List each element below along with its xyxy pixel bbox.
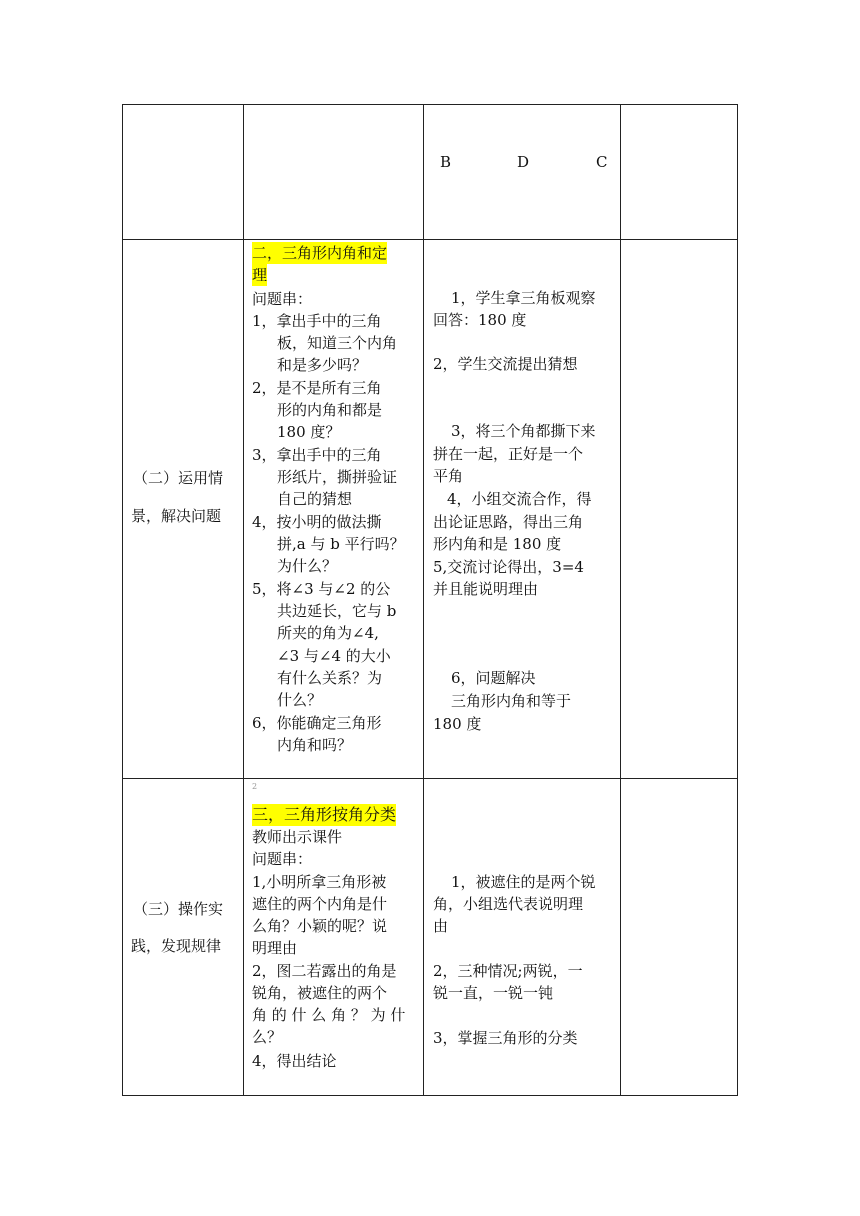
student-3-line: 2，三种情况;两锐，一 bbox=[433, 962, 583, 980]
teacher-2-line: ∠3 与∠4 的大小 bbox=[277, 647, 391, 665]
stage-2-line-1: （二）运用情 bbox=[133, 469, 224, 487]
teacher-2-line: 1，拿出手中的三角 bbox=[252, 312, 382, 330]
teacher-3-line: 2，图二若露出的角是 bbox=[252, 962, 397, 980]
teacher-2-line: 4，按小明的做法撕 bbox=[252, 513, 382, 531]
table-border-bottom bbox=[122, 1095, 738, 1096]
teacher-2-line: 拼,a 与 b 平行吗？ bbox=[277, 535, 405, 553]
teacher-2-line: 3，拿出手中的三角 bbox=[252, 446, 382, 464]
point-label-c: C bbox=[596, 153, 608, 171]
student-3-line: 3，掌握三角形的分类 bbox=[433, 1029, 578, 1047]
student-2-line: 4，小组交流合作，得 bbox=[447, 490, 592, 508]
teacher-2-line: 2，是不是所有三角 bbox=[252, 379, 382, 397]
student-2-line: 5,交流讨论得出，3=4 bbox=[433, 558, 584, 576]
table-border-right bbox=[737, 104, 738, 1096]
student-2-line: 6，问题解决 bbox=[451, 669, 536, 687]
student-2-line: 180 度 bbox=[433, 715, 482, 733]
teacher-3-line: 教师出示课件 bbox=[252, 828, 343, 846]
teacher-2-line: 内角和吗？ bbox=[277, 736, 353, 754]
teacher-3-line: 么角？小颖的呢？说 bbox=[252, 917, 388, 935]
teacher-2-line: 形的内角和都是 bbox=[277, 401, 383, 419]
student-3-line: 锐一直，一锐一钝 bbox=[433, 984, 554, 1002]
student-2-line: 平角 bbox=[433, 467, 464, 485]
teacher-2-line: 所夹的角为∠4, bbox=[277, 624, 379, 642]
teacher-3-line: 4，得出结论 bbox=[252, 1052, 337, 1070]
teacher-2-line: 180 度？ bbox=[277, 423, 341, 441]
point-label-b: B bbox=[440, 153, 452, 171]
table-divider-1 bbox=[243, 104, 244, 1096]
student-2-line: 三角形内角和等于 bbox=[451, 692, 572, 710]
teacher-2-line: 板，知道三个内角 bbox=[277, 334, 398, 352]
teacher-2-line: 形纸片，撕拼验证 bbox=[277, 468, 398, 486]
table-divider-3 bbox=[620, 104, 621, 1096]
student-2-line: 并且能说明理由 bbox=[433, 580, 539, 598]
student-3-line: 由 bbox=[433, 917, 449, 935]
teacher-2-line: 6，你能确定三角形 bbox=[252, 714, 382, 732]
student-2-line: 3，将三个角都撕下来 bbox=[451, 422, 596, 440]
page-mark: 2 bbox=[252, 782, 258, 791]
table-row-divider-1 bbox=[122, 239, 738, 240]
teacher-2-line: 问题串： bbox=[252, 290, 313, 308]
student-2-line: 回答：180 度 bbox=[433, 311, 527, 329]
student-2-line: 1，学生拿三角板观察 bbox=[451, 289, 596, 307]
teacher-3-line: 问题串： bbox=[252, 850, 313, 868]
section-2-title-line-1: 二，三角形内角和定 bbox=[252, 244, 388, 262]
section-3-title: 三，三角形按角分类 bbox=[252, 805, 397, 824]
table-divider-2 bbox=[423, 104, 424, 1096]
teacher-2-line: 自己的猜想 bbox=[277, 490, 353, 508]
teacher-2-line: 和是多少吗？ bbox=[277, 356, 368, 374]
stage-3-line-2: 践，发现规律 bbox=[131, 937, 222, 955]
teacher-2-line: 什么？ bbox=[277, 691, 323, 709]
student-3-line: 角，小组选代表说明理 bbox=[433, 895, 584, 913]
teacher-3-line: 么？ bbox=[252, 1028, 283, 1046]
stage-3-line-1: （三）操作实 bbox=[133, 900, 224, 918]
student-2-line: 拼在一起，正好是一个 bbox=[433, 445, 584, 463]
student-3-line: 1，被遮住的是两个锐 bbox=[451, 873, 596, 891]
student-2-line: 出论证思路，得出三角 bbox=[433, 513, 584, 531]
teacher-3-line: 明理由 bbox=[252, 939, 298, 957]
teacher-3-line: 角 的 什 么 角 ？ 为 什 bbox=[252, 1006, 406, 1024]
teacher-2-line: 为什么？ bbox=[277, 557, 338, 575]
table-border-top bbox=[122, 104, 738, 105]
teacher-2-line: 有什么关系？为 bbox=[277, 669, 383, 687]
section-2-title-line-2: 理 bbox=[252, 266, 268, 284]
teacher-2-line: 共边延长，它与 b bbox=[277, 602, 397, 620]
teacher-3-line: 遮住的两个内角是什 bbox=[252, 895, 388, 913]
teacher-2-line: 5，将∠3 与∠2 的公 bbox=[252, 580, 391, 598]
teacher-3-line: 1,小明所拿三角形被 bbox=[252, 873, 387, 891]
table-row-divider-2 bbox=[122, 778, 738, 779]
table-border-left bbox=[122, 104, 123, 1096]
point-label-d: D bbox=[517, 153, 530, 171]
teacher-3-line: 锐角，被遮住的两个 bbox=[252, 984, 388, 1002]
student-2-line: 形内角和是 180 度 bbox=[433, 535, 562, 553]
student-2-line: 2，学生交流提出猜想 bbox=[433, 355, 578, 373]
stage-2-line-2: 景，解决问题 bbox=[131, 507, 222, 525]
